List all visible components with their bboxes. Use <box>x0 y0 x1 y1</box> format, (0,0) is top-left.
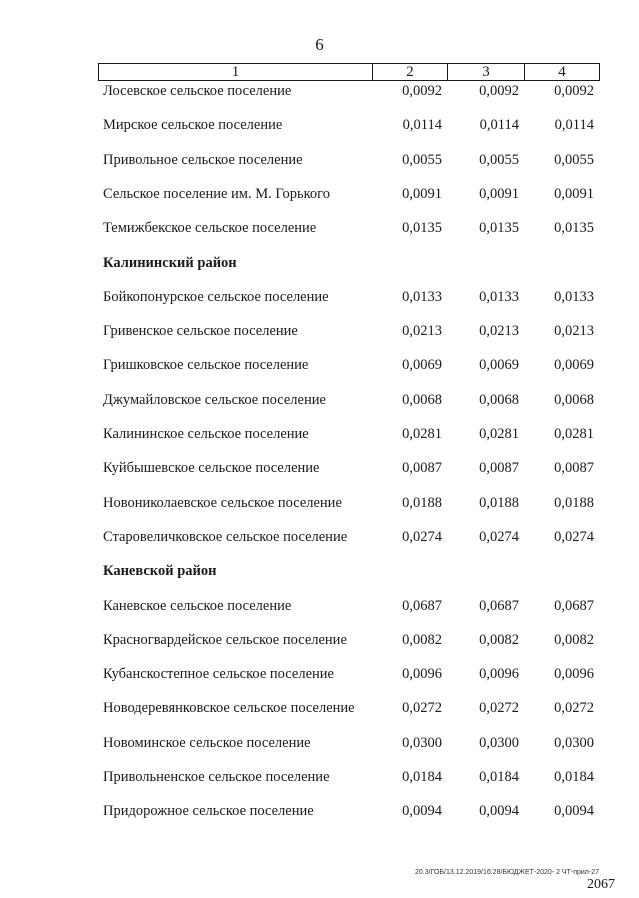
settlement-name: Лосевское сельское поселение <box>103 83 292 99</box>
settlement-name: Придорожное сельское поселение <box>103 803 314 820</box>
value-col-2: 0,0281 <box>402 426 442 442</box>
table-row <box>0 424 639 444</box>
value-col-3: 0,0068 <box>479 391 519 408</box>
value-col-3: 0,0133 <box>479 288 519 305</box>
value-col-4: 0,0094 <box>554 803 594 820</box>
value-col-4: 0,0213 <box>554 323 594 340</box>
value-col-4: 0,0133 <box>554 288 594 305</box>
value-col-4: 0,0092 <box>554 83 594 99</box>
value-col-3: 0,0274 <box>479 528 519 545</box>
settlement-name: Новониколаевское сельское поселение <box>103 494 342 511</box>
value-col-3: 0,0300 <box>479 734 519 751</box>
value-col-3: 0,0213 <box>479 323 519 340</box>
value-col-4: 0,0272 <box>554 700 594 717</box>
value-col-2: 0,0274 <box>402 528 442 545</box>
value-col-4: 0,0135 <box>554 220 594 237</box>
value-col-2: 0,0300 <box>402 734 442 751</box>
value-col-4: 0,0096 <box>554 666 594 683</box>
column-header-4: 4 <box>524 64 599 80</box>
district-name: Калининский район <box>103 254 237 271</box>
table-row <box>0 664 639 684</box>
table-row <box>0 355 639 375</box>
column-header-3: 3 <box>447 64 524 80</box>
settlement-name: Куйбышевское сельское поселение <box>103 460 320 477</box>
settlement-name: Гривенское сельское поселение <box>103 323 298 340</box>
value-col-2: 0,0114 <box>402 117 442 134</box>
settlement-name: Темижбекское сельское поселение <box>103 220 317 237</box>
settlement-name: Старовеличковское сельское поселение <box>103 528 348 545</box>
value-col-2: 0,0094 <box>402 803 442 820</box>
value-col-2: 0,0135 <box>402 220 442 237</box>
settlement-name: Мирское сельское поселение <box>103 117 283 134</box>
table-row <box>0 801 639 821</box>
table-row <box>0 458 639 478</box>
table-row <box>0 321 639 341</box>
group-header-row <box>0 253 639 273</box>
value-col-4: 0,0068 <box>554 391 594 408</box>
value-col-3: 0,0087 <box>479 460 519 477</box>
value-col-4: 0,0069 <box>554 357 594 374</box>
value-col-3: 0,0281 <box>479 426 519 442</box>
column-header-1: 1 <box>231 64 240 80</box>
value-col-2: 0,0092 <box>402 83 442 99</box>
table-row <box>0 115 639 135</box>
value-col-2: 0,0687 <box>402 597 442 614</box>
settlement-name: Новоминское сельское поселение <box>103 734 311 751</box>
table-row <box>0 527 639 547</box>
value-col-3: 0,0114 <box>479 117 519 134</box>
settlement-name: Кубанскостепное сельское поселение <box>103 666 334 683</box>
value-col-3: 0,0687 <box>479 597 519 614</box>
table-row <box>0 390 639 410</box>
value-col-3: 0,0091 <box>479 185 519 202</box>
value-col-2: 0,0188 <box>402 494 442 511</box>
value-col-4: 0,0300 <box>554 734 594 751</box>
table-row <box>0 767 639 787</box>
settlement-name: Калининское сельское поселение <box>103 426 309 442</box>
value-col-4: 0,0687 <box>554 597 594 614</box>
table-row <box>0 596 639 616</box>
value-col-2: 0,0133 <box>402 288 442 305</box>
value-col-4: 0,0087 <box>554 460 594 477</box>
value-col-3: 0,0082 <box>479 631 519 648</box>
value-col-4: 0,0091 <box>554 185 594 202</box>
value-col-4: 0,0188 <box>554 494 594 511</box>
value-col-4: 0,0055 <box>554 151 594 168</box>
value-col-2: 0,0082 <box>402 631 442 648</box>
value-col-2: 0,0068 <box>402 391 442 408</box>
settlement-name: Джумайловское сельское поселение <box>103 391 326 408</box>
value-col-3: 0,0272 <box>479 700 519 717</box>
value-col-4: 0,0114 <box>554 117 594 134</box>
value-col-4: 0,0082 <box>554 631 594 648</box>
value-col-2: 0,0087 <box>402 460 442 477</box>
value-col-3: 0,0184 <box>479 769 519 785</box>
settlement-name: Гришковское сельское поселение <box>103 357 309 374</box>
value-col-4: 0,0184 <box>554 769 594 785</box>
settlement-name: Привольное сельское поселение <box>103 151 303 168</box>
value-col-2: 0,0096 <box>402 666 442 683</box>
document-reference: 20.3/ГОБ/13.12.2019/16:28/БЮДЖЕТ-2020- 2 ЧТ-прил-27 <box>415 869 599 876</box>
value-col-3: 0,0135 <box>479 220 519 237</box>
settlement-name: Привольненское сельское поселение <box>103 769 330 785</box>
settlement-name: Каневское сельское поселение <box>103 597 292 614</box>
value-col-2: 0,0184 <box>402 769 442 785</box>
value-col-3: 0,0069 <box>479 357 519 374</box>
table-row <box>0 218 639 238</box>
column-header-2: 2 <box>372 64 447 80</box>
value-col-2: 0,0091 <box>402 185 442 202</box>
table-header <box>98 63 600 81</box>
value-col-2: 0,0213 <box>402 323 442 340</box>
value-col-3: 0,0055 <box>479 151 519 168</box>
settlement-name: Красногвардейское сельское поселение <box>103 631 347 648</box>
value-col-2: 0,0272 <box>402 700 442 717</box>
district-name: Каневской район <box>103 563 217 580</box>
value-col-2: 0,0069 <box>402 357 442 374</box>
page-number: 6 <box>315 35 324 54</box>
value-col-3: 0,0094 <box>479 803 519 820</box>
table-row <box>0 630 639 650</box>
table-row <box>0 493 639 513</box>
group-header-row <box>0 561 639 581</box>
settlement-name: Новодеревянковское сельское поселение <box>103 700 355 717</box>
table-row <box>0 698 639 718</box>
table-row <box>0 733 639 753</box>
value-col-4: 0,0281 <box>554 426 594 442</box>
table-row <box>0 81 639 101</box>
value-col-4: 0,0274 <box>554 528 594 545</box>
sheet-number: 2067 <box>587 877 615 892</box>
table-row <box>0 184 639 204</box>
value-col-3: 0,0188 <box>479 494 519 511</box>
settlement-name: Сельское поселение им. М. Горького <box>103 185 330 202</box>
table-row <box>0 150 639 170</box>
value-col-2: 0,0055 <box>402 151 442 168</box>
value-col-3: 0,0096 <box>479 666 519 683</box>
table-row <box>0 287 639 307</box>
settlement-name: Бойкопонурское сельское поселение <box>103 288 329 305</box>
value-col-3: 0,0092 <box>479 83 519 99</box>
